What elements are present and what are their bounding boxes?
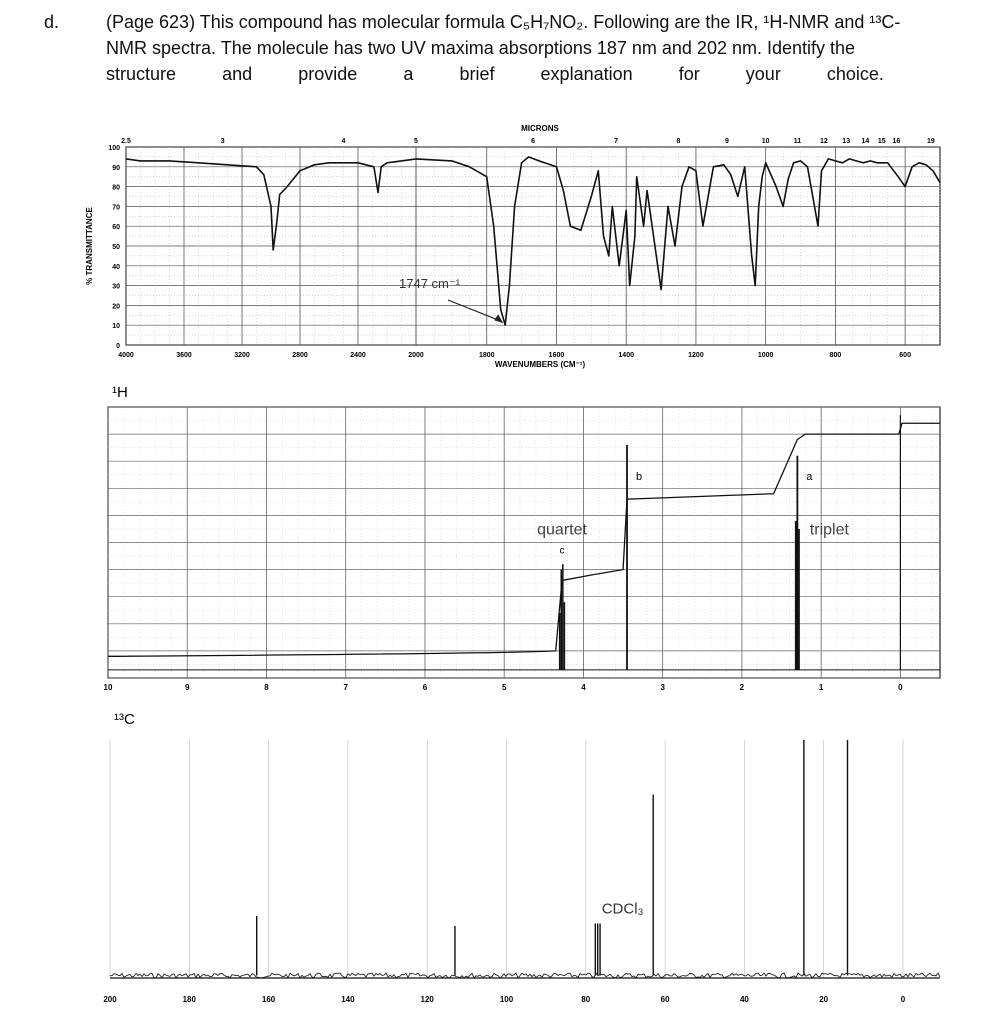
ir-top-tick-label: 19	[927, 138, 935, 145]
ir-y-tick-label: 40	[112, 263, 120, 271]
question-word: structure	[106, 64, 177, 84]
h-nmr-label-a: a	[806, 471, 813, 484]
ir-top-tick-label: 4	[341, 138, 346, 145]
ir-top-axis-label: MICRONS	[521, 124, 559, 133]
question-word: brief	[459, 64, 495, 84]
question-word: choice.	[826, 64, 884, 84]
ir-annotation: 1747 cm⁻¹	[399, 276, 461, 291]
ir-y-tick-label: 20	[112, 303, 120, 311]
c-nmr-x-tick-label: 200	[103, 995, 117, 1004]
c-nmr-x-tick-label: 80	[581, 995, 591, 1004]
question-label: d.	[44, 12, 60, 32]
ir-x-axis-label: WAVENUMBERS (CM⁻¹)	[494, 360, 586, 369]
c-nmr-label: ¹³C	[114, 711, 135, 728]
c-nmr-x-tick-label: 120	[420, 995, 434, 1004]
ir-top-tick-label: 14	[861, 138, 870, 145]
ir-x-tick-label: 1400	[618, 352, 634, 359]
c-nmr-baseline	[110, 973, 940, 978]
c-nmr-x-tick-label: 180	[182, 995, 196, 1004]
question-word: a	[403, 64, 414, 84]
c-nmr-x-tick-label: 20	[819, 995, 829, 1004]
h-nmr-label-triplet: triplet	[809, 521, 849, 539]
ir-y-tick-label: 60	[112, 224, 120, 232]
ir-top-tick-label: 13	[842, 138, 851, 145]
ir-x-tick-label: 4000	[118, 352, 134, 359]
ir-top-tick-label: 3	[220, 138, 225, 145]
question-word: explanation	[540, 64, 633, 84]
ir-x-tick-label: 2000	[408, 352, 424, 359]
h-nmr-x-tick-label: 9	[185, 683, 190, 692]
ir-y-tick-label: 70	[112, 204, 120, 212]
c-nmr-x-tick-label: 60	[660, 995, 670, 1004]
ir-top-tick-label: 5	[414, 138, 418, 145]
ir-top-tick-label: 6	[531, 138, 536, 145]
c-nmr-x-tick-label: 140	[341, 995, 355, 1004]
ir-y-tick-label: 0	[116, 343, 120, 350]
ir-x-tick-label: 1000	[757, 352, 774, 359]
c-nmr-solvent-label: CDCl₃	[601, 900, 644, 918]
question-word: and	[222, 64, 253, 84]
h-nmr-x-tick-label: 3	[660, 683, 665, 692]
h-nmr-x-tick-label: 5	[501, 683, 507, 692]
h-nmr-x-tick-label: 0	[898, 683, 903, 692]
question-word: provide	[298, 64, 358, 84]
ir-y-tick-label: 80	[112, 184, 120, 192]
c-nmr-x-tick-label: 40	[739, 995, 749, 1004]
h-nmr-x-tick-label: 1	[818, 683, 824, 692]
ir-x-tick-label: 1800	[478, 352, 495, 359]
ir-top-tick-label: 10	[761, 138, 770, 145]
ir-y-tick-label: 10	[112, 323, 120, 331]
ir-top-tick-label: 15	[877, 138, 886, 145]
ir-top-tick-label: 7	[614, 138, 619, 145]
ir-top-tick-label: 2.5	[121, 138, 131, 145]
ir-x-tick-label: 1600	[548, 352, 565, 359]
h-nmr-label: ¹H	[112, 385, 128, 401]
ir-top-tick-label: 16	[892, 138, 901, 145]
h-nmr-x-tick-label: 6	[422, 683, 428, 692]
h-nmr-label-c: c	[559, 545, 565, 557]
ir-y-tick-label: 90	[112, 164, 120, 172]
ir-y-axis-label: % TRANSMITTANCE	[85, 207, 94, 285]
ir-x-tick-label: 2400	[350, 352, 366, 359]
h-nmr-x-tick-label: 4	[581, 683, 586, 692]
c-nmr-x-tick-label: 0	[900, 995, 906, 1004]
ir-y-tick-label: 30	[112, 283, 120, 291]
ir-top-tick-label: 12	[819, 138, 828, 145]
c-nmr-x-tick-label: 100	[499, 995, 514, 1004]
ir-x-tick-label: 800	[829, 352, 842, 359]
h-nmr-label-b: b	[635, 471, 643, 484]
ir-y-tick-label: 50	[112, 244, 120, 251]
question-line-2: NMR spectra. The molecule has two UV maxima absorptions 187 nm and 202 nm. Identify the	[106, 38, 856, 58]
c13-nmr-spectrum	[0, 700, 986, 1020]
h-nmr-label-quartet: quartet	[537, 521, 587, 539]
h-nmr-x-tick-label: 2	[739, 683, 745, 692]
ir-x-tick-label: 3600	[176, 352, 192, 359]
ir-x-tick-label: 2800	[292, 352, 308, 359]
question-line-1: (Page 623) This compound has molecular formula C₅H₇NO₂. Following are the IR, ¹H-NMR and ¹³C-	[106, 12, 901, 32]
ir-x-tick-label: 1200	[688, 352, 704, 359]
question-word: your	[745, 64, 781, 84]
question-word: for	[678, 64, 700, 84]
ir-top-tick-label: 11	[793, 138, 802, 145]
h-nmr-x-tick-label: 8	[264, 683, 269, 692]
h-nmr-spectrum	[0, 385, 986, 705]
ir-y-tick-label: 100	[108, 145, 120, 152]
ir-x-tick-label: 3200	[234, 352, 250, 359]
ir-spectrum	[0, 100, 986, 390]
ir-x-tick-label: 600	[899, 352, 911, 359]
c-nmr-x-tick-label: 160	[261, 995, 276, 1004]
h-nmr-x-tick-label: 10	[103, 683, 113, 692]
ir-top-tick-label: 9	[725, 138, 729, 145]
ir-top-tick-label: 8	[676, 138, 681, 145]
question-line-3	[106, 62, 884, 87]
h-nmr-x-tick-label: 7	[343, 683, 348, 692]
